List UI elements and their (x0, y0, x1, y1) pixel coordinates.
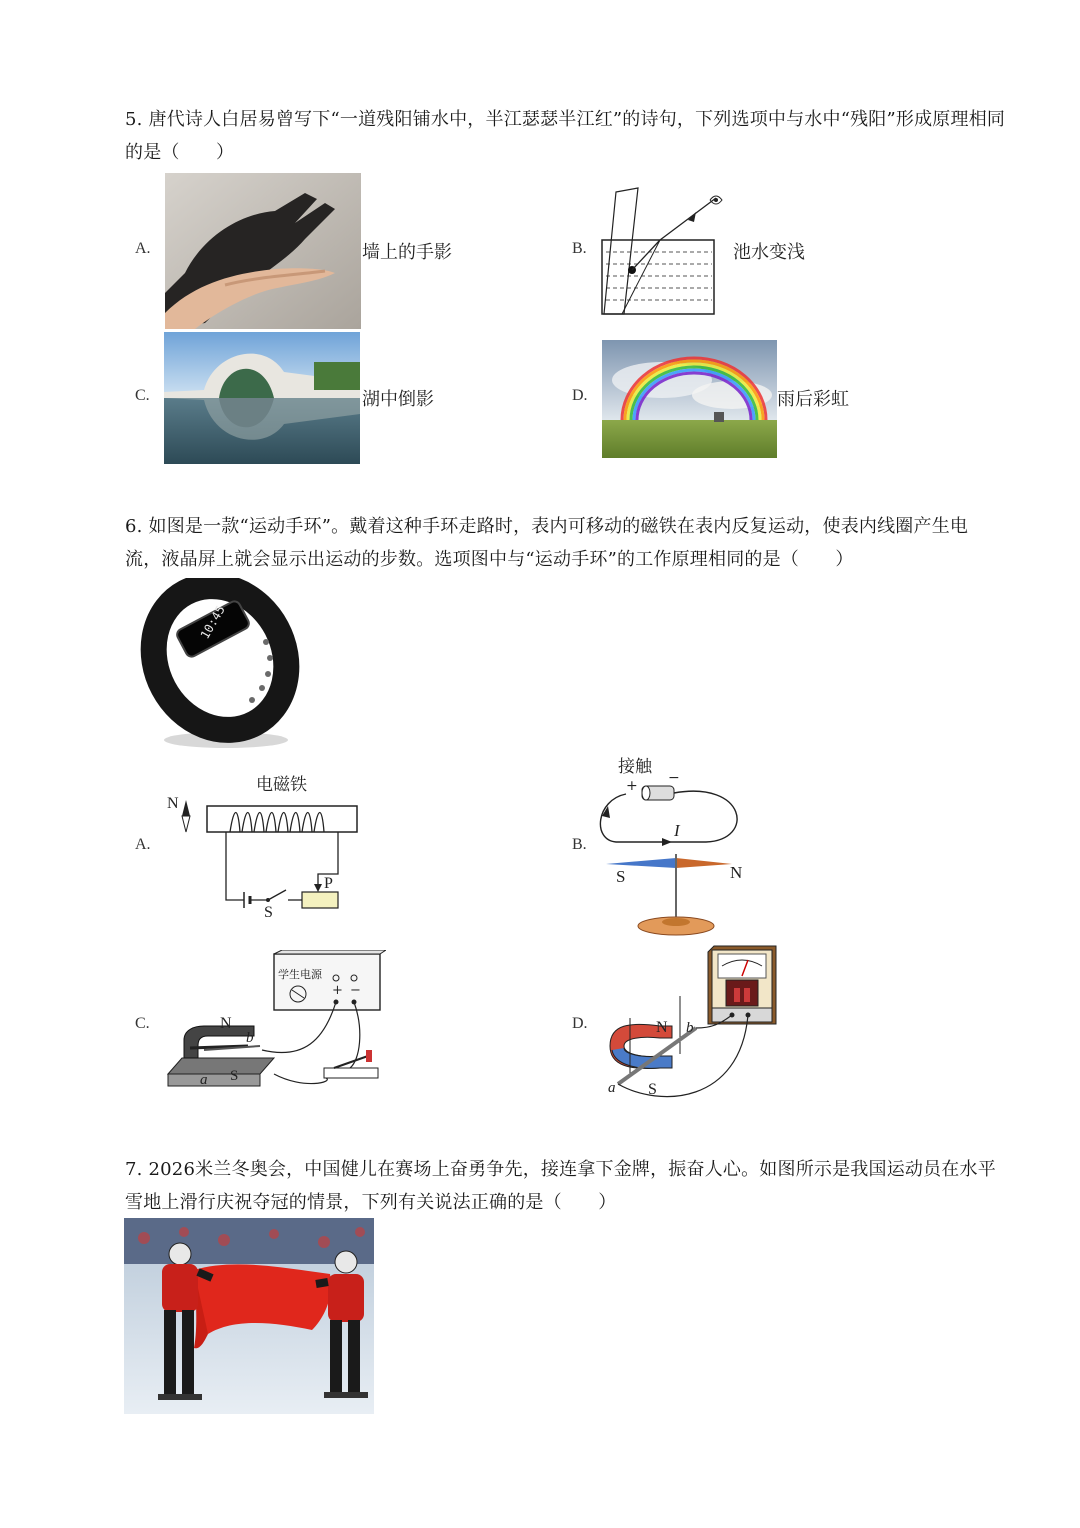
bridge-reflection-photo (164, 332, 360, 464)
diag-c-n: N (220, 1015, 232, 1032)
motor-principle-diagram (164, 950, 386, 1094)
diag-c-supply: 学生电源 (278, 968, 322, 981)
diag-a-n: N (167, 795, 179, 812)
q6-option-d-letter: D. (572, 1015, 588, 1032)
question-7-text (125, 1153, 1025, 1219)
skaters-celebration-photo (124, 1218, 374, 1414)
q5-option-a-letter: A. (135, 240, 151, 257)
pool-refraction-diagram (598, 182, 724, 318)
diag-c-a: a (200, 1072, 208, 1088)
diag-c-minus: − (350, 983, 361, 998)
diag-d-a: a (608, 1080, 616, 1096)
q5-option-d-caption: 雨后彩虹 (777, 389, 849, 410)
diag-d-s: S (648, 1081, 657, 1098)
diag-d-b: b (686, 1020, 694, 1036)
question-6-text (125, 510, 1025, 576)
q5-option-d-letter: D. (572, 387, 588, 404)
diag-b-plus: + (626, 778, 638, 794)
question-5-line-1: 5. 唐代诗人白居易曾写下“一道残阳铺水中，半江瑟瑟半江红”的诗句，下列选项中与水中“残阳”形成原理相同 (125, 109, 1006, 130)
diag-a-p: P (324, 875, 333, 892)
electromagnet-circuit-diagram (160, 770, 380, 920)
question-6-line-2: 流，液晶屏上就会显示出运动的步数。选项图中与“运动手环”的工作原理相同的是（ ） (125, 549, 854, 570)
diag-b-s: S (616, 867, 626, 886)
question-5-text (125, 103, 1025, 169)
induction-experiment-diagram (600, 944, 782, 1100)
diag-d-n: N (656, 1019, 668, 1036)
q5-option-a-caption: 墙上的手影 (362, 242, 452, 263)
q5-option-c-letter: C. (135, 387, 150, 404)
diag-b-minus: − (668, 770, 680, 786)
diag-a-s: S (264, 904, 273, 920)
question-7-line-2: 雪地上滑行庆祝夺冠的情景，下列有关说法正确的是（ ） (125, 1192, 617, 1213)
question-5-line-2: 的是（ ） (125, 142, 235, 163)
q5-option-c-caption: 湖中倒影 (362, 389, 434, 410)
diag-c-s: S (230, 1068, 239, 1084)
diag-b-n: N (730, 863, 743, 882)
q5-option-b-caption: 池水变浅 (733, 242, 805, 263)
q6-option-c-letter: C. (135, 1015, 150, 1032)
oersted-experiment-diagram (596, 750, 756, 940)
svg-text:10:45: 10:45 (197, 603, 228, 642)
diag-c-plus: + (332, 983, 343, 998)
question-6-line-1: 6. 如图是一款“运动手环”。戴着这种手环走路时，表内可移动的磁铁在表内反复运动，使表内线圈产生电 (125, 516, 969, 537)
diag-b-title: 接触 (618, 757, 652, 777)
rainbow-photo (602, 340, 777, 458)
fitness-band-photo (140, 578, 300, 750)
q6-option-b-letter: B. (572, 836, 587, 853)
diag-b-current: I (674, 821, 680, 840)
diag-c-b: b (246, 1030, 254, 1046)
hand-shadow-photo (165, 173, 361, 329)
diag-a-title: 电磁铁 (256, 775, 307, 795)
question-7-line-1: 7. 2026米兰冬奥会，中国健儿在赛场上奋勇争先，接连拿下金牌，振奋人心。如图所示是我国运动员在水平 (125, 1159, 996, 1180)
q5-option-b-letter: B. (572, 240, 587, 257)
q6-option-a-letter: A. (135, 836, 151, 853)
